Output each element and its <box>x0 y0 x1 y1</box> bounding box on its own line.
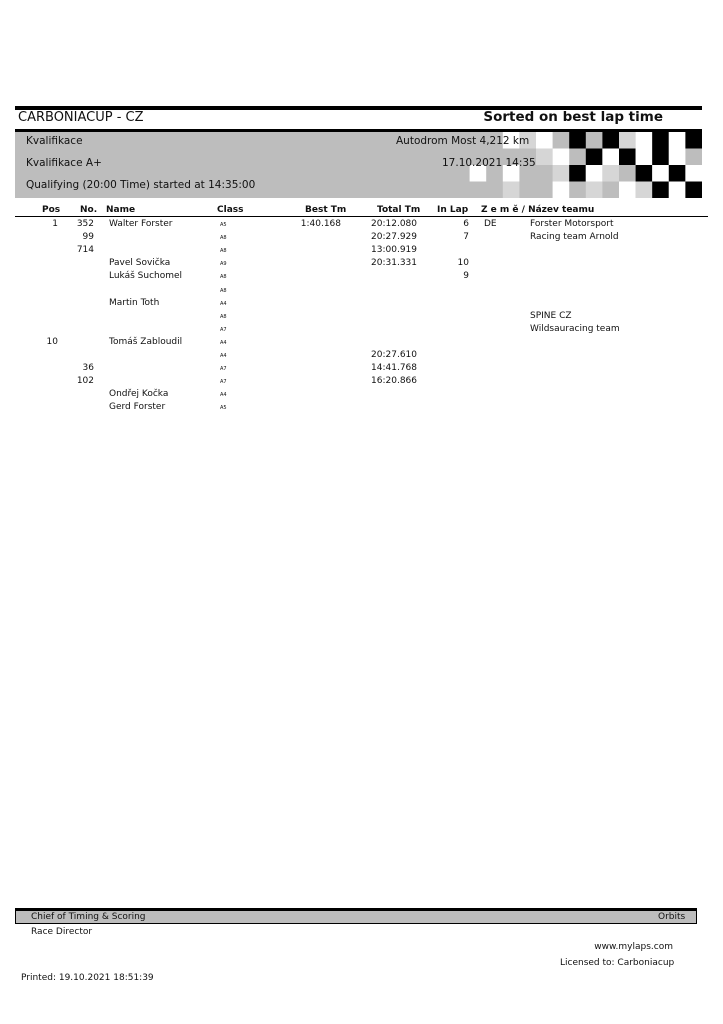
info-band <box>15 132 702 198</box>
checker-square <box>652 132 669 149</box>
cell-total: 20:31.331 <box>371 258 417 269</box>
cell-name: Pavel Sovička <box>109 258 171 269</box>
session-date: 17.10.2021 14:35 <box>442 157 536 169</box>
chief-timing-label: Chief of Timing & Scoring <box>31 912 146 922</box>
cell-name: Ondřej Kočka <box>109 389 169 400</box>
cell-name: Tomáš Zabloudil <box>109 336 183 347</box>
cell-class: A7 <box>220 379 227 386</box>
cell-name: Lukáš Suchomel <box>109 271 183 282</box>
table-row <box>0 402 723 415</box>
checker-square <box>586 149 603 166</box>
cell-lap: 10 <box>457 258 469 269</box>
checker-square <box>636 182 653 199</box>
session-name: Kvalifikace <box>26 135 83 147</box>
checker-square <box>636 165 653 182</box>
checker-square <box>602 132 619 149</box>
checker-square <box>503 182 520 199</box>
website-link[interactable]: www.mylaps.com <box>594 942 673 952</box>
cell-pos: 1 <box>52 219 58 229</box>
cell-team: SPINE CZ <box>530 310 572 321</box>
checker-square <box>602 149 619 166</box>
checker-square <box>569 132 586 149</box>
checker-square <box>669 132 686 149</box>
col-no: No. <box>80 205 98 215</box>
table-row <box>0 245 723 258</box>
cell-no: 714 <box>76 245 94 256</box>
cell-team: Forster Motorsport <box>530 219 614 229</box>
checker-square <box>652 165 669 182</box>
table-row <box>0 258 723 271</box>
cell-class: A7 <box>220 366 227 373</box>
cell-class: A8 <box>220 287 227 294</box>
table-row <box>0 311 723 324</box>
cell-class: A5 <box>220 405 227 412</box>
cell-class: A9 <box>220 261 227 268</box>
table-row <box>0 389 723 402</box>
cell-class: A8 <box>220 274 227 281</box>
checker-square <box>602 165 619 182</box>
checker-square <box>553 149 570 166</box>
printed-timestamp: Printed: 19.10.2021 18:51:39 <box>21 973 154 983</box>
cell-total: 20:27.929 <box>371 232 417 243</box>
cell-total: 13:00.919 <box>371 245 417 256</box>
checker-square <box>619 149 636 166</box>
cell-lap: 9 <box>463 271 469 282</box>
cell-nat: DE <box>484 219 497 229</box>
checker-square <box>553 165 570 182</box>
track-name: Autodrom Most 4,212 km <box>396 135 530 147</box>
checker-square <box>553 182 570 199</box>
cell-team: Racing team Arnold <box>530 232 619 243</box>
checker-square <box>619 132 636 149</box>
checker-square <box>569 165 586 182</box>
cell-total: 20:12.080 <box>371 219 417 229</box>
cell-no: 36 <box>82 363 94 374</box>
checker-square <box>669 182 686 199</box>
qualifying-info: Qualifying (20:00 Time) started at 14:35:00 <box>26 179 256 191</box>
cell-name: Gerd Forster <box>109 402 166 413</box>
cell-class: A7 <box>220 326 227 333</box>
cell-name: Walter Forster <box>109 219 173 229</box>
cell-pos: 10 <box>46 336 58 347</box>
col-class: Class <box>217 205 244 215</box>
cell-no: 99 <box>82 232 94 243</box>
table-row <box>0 271 723 284</box>
sort-title: Sorted on best lap time <box>483 109 663 125</box>
licensed-to: Licensed to: Carboniacup <box>560 958 675 968</box>
orbits-label: Orbits <box>658 912 686 922</box>
cell-no: 352 <box>76 219 94 229</box>
cell-class: A4 <box>220 353 227 359</box>
cell-total: 20:27.610 <box>371 350 417 360</box>
cell-lap: 7 <box>463 232 469 243</box>
table-row <box>0 350 723 363</box>
group-name: Kvalifikace A+ <box>26 157 102 169</box>
table-row <box>0 232 723 245</box>
event-title: CARBONIACUP - CZ <box>18 110 144 125</box>
checker-square <box>652 182 669 199</box>
checker-square <box>669 149 686 166</box>
checker-square <box>685 182 702 199</box>
col-name: Name <box>106 205 136 215</box>
col-lap: In Lap <box>437 205 469 215</box>
table-row <box>0 337 723 350</box>
checker-square <box>536 132 553 149</box>
checker-square <box>685 165 702 182</box>
table-row <box>0 376 723 389</box>
table-row <box>0 298 723 311</box>
col-total: Total Tm <box>377 205 421 215</box>
table-row <box>0 285 723 298</box>
cell-name: Martin Toth <box>109 297 160 308</box>
col-best: Best Tm <box>305 205 347 215</box>
table-row <box>0 324 723 337</box>
cell-total: 14:41.768 <box>371 363 417 374</box>
col-nation-team: Z e m ě / Název teamu <box>481 205 595 215</box>
checker-square <box>636 149 653 166</box>
col-pos: Pos <box>42 205 61 215</box>
checker-square <box>652 149 669 166</box>
cell-team: Wildsauracing team <box>530 323 620 334</box>
cell-class: A5 <box>220 222 227 228</box>
cell-no: 102 <box>76 376 94 387</box>
checker-square <box>669 165 686 182</box>
cell-class: A8 <box>220 235 227 242</box>
checker-square <box>536 149 553 166</box>
cell-class: A4 <box>220 392 227 399</box>
cell-lap: 6 <box>463 219 469 229</box>
cell-total: 16:20.866 <box>371 376 417 387</box>
cell-class: A4 <box>220 339 227 346</box>
checker-square <box>586 182 603 199</box>
race-director-label: Race Director <box>31 927 93 937</box>
table-row <box>0 363 723 376</box>
cell-class: A8 <box>220 248 227 255</box>
checker-square <box>619 182 636 199</box>
checker-square <box>586 165 603 182</box>
cell-class: A8 <box>220 313 227 320</box>
checker-square <box>636 132 653 149</box>
cell-best: 1:40.168 <box>300 219 341 229</box>
cell-class: A4 <box>220 300 227 307</box>
table-row <box>0 219 723 232</box>
checker-square <box>685 132 702 149</box>
header-rule <box>15 216 708 217</box>
